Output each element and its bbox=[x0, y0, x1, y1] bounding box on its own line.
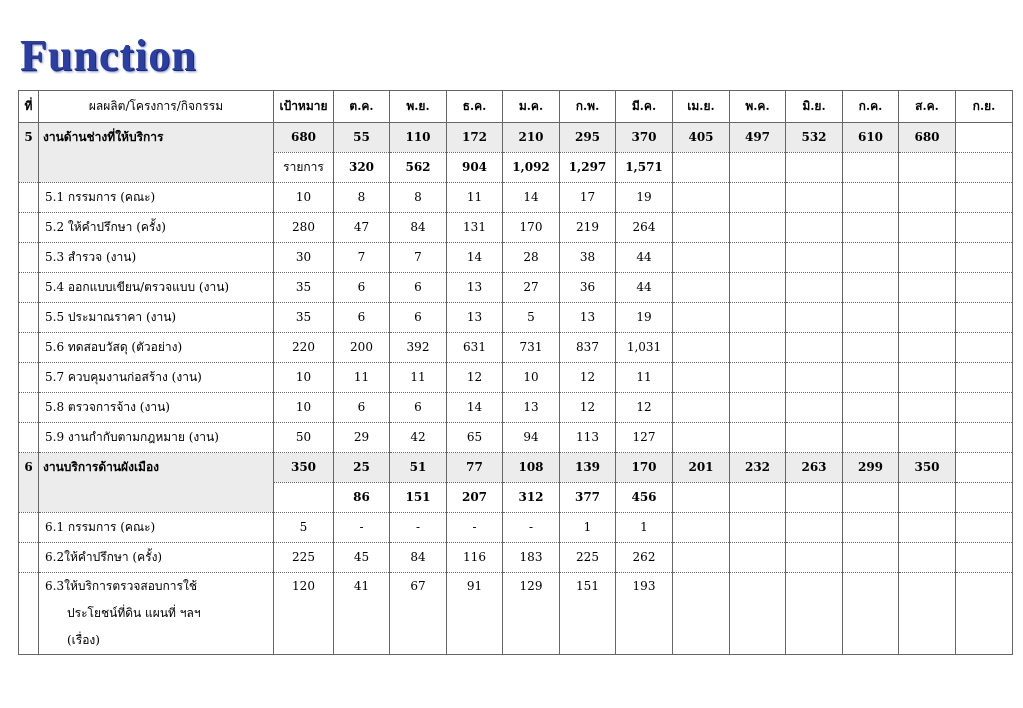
column-header: มี.ค. bbox=[616, 91, 673, 123]
month-value: 67 bbox=[390, 573, 447, 655]
month-value bbox=[956, 333, 1013, 363]
month-value: 42 bbox=[390, 423, 447, 453]
row-label-line: ประโยชน์ที่ดิน แผนที่ ฯลฯ bbox=[67, 606, 201, 620]
month-value: 12 bbox=[560, 393, 616, 423]
month-value: 295 bbox=[560, 123, 616, 153]
month-value: 6 bbox=[334, 303, 390, 333]
target-value: 30 bbox=[274, 243, 334, 273]
month-value bbox=[786, 243, 843, 273]
target-value: 680 bbox=[274, 123, 334, 153]
table-row bbox=[19, 573, 1013, 655]
month-value bbox=[843, 543, 899, 573]
month-value: 116 bbox=[447, 543, 503, 573]
month-value bbox=[843, 393, 899, 423]
row-number: 5 bbox=[19, 123, 39, 183]
table-row bbox=[19, 423, 1013, 453]
row-number bbox=[19, 333, 39, 363]
month-value bbox=[786, 183, 843, 213]
month-value: 7 bbox=[390, 243, 447, 273]
month-value: - bbox=[334, 513, 390, 543]
month-value bbox=[843, 213, 899, 243]
month-value bbox=[730, 423, 786, 453]
month-value bbox=[673, 363, 730, 393]
month-value: 170 bbox=[503, 213, 560, 243]
month-value: 11 bbox=[334, 363, 390, 393]
month-value bbox=[730, 513, 786, 543]
row-label: งานด้านช่างที่ให้บริการ bbox=[39, 123, 274, 183]
sub-month-value: 1,297 bbox=[560, 153, 616, 183]
column-header: ต.ค. bbox=[334, 91, 390, 123]
table-row bbox=[19, 273, 1013, 303]
target-value: 350 bbox=[274, 453, 334, 483]
month-value: 10 bbox=[503, 363, 560, 393]
target-value: 225 bbox=[274, 543, 334, 573]
month-value bbox=[673, 543, 730, 573]
month-value bbox=[899, 303, 956, 333]
sub-month-value bbox=[843, 153, 899, 183]
table-row bbox=[19, 213, 1013, 243]
month-value: 1,031 bbox=[616, 333, 673, 363]
month-value: 631 bbox=[447, 333, 503, 363]
row-label: 5.1 กรรมการ (คณะ) bbox=[39, 183, 274, 213]
month-value: 51 bbox=[390, 453, 447, 483]
row-number bbox=[19, 423, 39, 453]
table-header-row bbox=[19, 91, 1013, 123]
row-number bbox=[19, 213, 39, 243]
month-value bbox=[956, 393, 1013, 423]
month-value: 11 bbox=[447, 183, 503, 213]
month-value bbox=[786, 303, 843, 333]
month-value bbox=[899, 213, 956, 243]
month-value bbox=[956, 123, 1013, 153]
row-number bbox=[19, 243, 39, 273]
month-value bbox=[730, 393, 786, 423]
table-row bbox=[19, 513, 1013, 543]
month-value bbox=[730, 303, 786, 333]
column-header: ธ.ค. bbox=[447, 91, 503, 123]
sub-month-value: 320 bbox=[334, 153, 390, 183]
month-value bbox=[730, 573, 786, 655]
month-value bbox=[956, 513, 1013, 543]
month-value bbox=[673, 573, 730, 655]
sub-month-value: 562 bbox=[390, 153, 447, 183]
month-value bbox=[899, 183, 956, 213]
table-row bbox=[19, 333, 1013, 363]
month-value: 1 bbox=[560, 513, 616, 543]
row-label: 6.1 กรรมการ (คณะ) bbox=[39, 513, 274, 543]
month-value: 5 bbox=[503, 303, 560, 333]
month-value: 17 bbox=[560, 183, 616, 213]
column-header: ส.ค. bbox=[899, 91, 956, 123]
month-value bbox=[899, 273, 956, 303]
target-value: 50 bbox=[274, 423, 334, 453]
month-value bbox=[673, 273, 730, 303]
month-value: 47 bbox=[334, 213, 390, 243]
month-value: 55 bbox=[334, 123, 390, 153]
month-value: 731 bbox=[503, 333, 560, 363]
row-label-line: (เรื่อง) bbox=[67, 633, 100, 647]
month-value bbox=[843, 183, 899, 213]
target-value: 10 bbox=[274, 183, 334, 213]
row-label bbox=[39, 573, 274, 655]
sub-month-value: 1,571 bbox=[616, 153, 673, 183]
month-value bbox=[730, 543, 786, 573]
month-value: 532 bbox=[786, 123, 843, 153]
sub-month-value bbox=[956, 483, 1013, 513]
month-value: 6 bbox=[334, 393, 390, 423]
month-value: 263 bbox=[786, 453, 843, 483]
month-value: 8 bbox=[334, 183, 390, 213]
column-header: พ.ค. bbox=[730, 91, 786, 123]
month-value bbox=[899, 573, 956, 655]
sub-month-value: 377 bbox=[560, 483, 616, 513]
month-value bbox=[786, 333, 843, 363]
month-value: 14 bbox=[447, 243, 503, 273]
month-value: 14 bbox=[447, 393, 503, 423]
month-value: 45 bbox=[334, 543, 390, 573]
month-value bbox=[956, 453, 1013, 483]
month-value: 6 bbox=[334, 273, 390, 303]
column-header: พ.ย. bbox=[390, 91, 447, 123]
month-value: 139 bbox=[560, 453, 616, 483]
month-value: 170 bbox=[616, 453, 673, 483]
month-value: 183 bbox=[503, 543, 560, 573]
month-value: 36 bbox=[560, 273, 616, 303]
month-value bbox=[956, 213, 1013, 243]
target-value: 35 bbox=[274, 273, 334, 303]
month-value bbox=[956, 243, 1013, 273]
month-value bbox=[899, 423, 956, 453]
month-value: 350 bbox=[899, 453, 956, 483]
month-value: 837 bbox=[560, 333, 616, 363]
row-label: งานบริการด้านผังเมือง bbox=[39, 453, 274, 513]
table-row bbox=[19, 363, 1013, 393]
month-value bbox=[673, 243, 730, 273]
sub-month-value bbox=[730, 153, 786, 183]
sub-month-value: 456 bbox=[616, 483, 673, 513]
month-value bbox=[843, 573, 899, 655]
row-label: 5.2 ให้คำปรึกษา (ครั้ง) bbox=[39, 213, 274, 243]
month-value: 29 bbox=[334, 423, 390, 453]
column-header: ม.ค. bbox=[503, 91, 560, 123]
target-value: 10 bbox=[274, 393, 334, 423]
month-value: 65 bbox=[447, 423, 503, 453]
month-value bbox=[843, 333, 899, 363]
month-value: 680 bbox=[899, 123, 956, 153]
row-number: 6 bbox=[19, 453, 39, 513]
month-value: 94 bbox=[503, 423, 560, 453]
sub-month-value bbox=[786, 153, 843, 183]
row-number bbox=[19, 543, 39, 573]
month-value: 6 bbox=[390, 393, 447, 423]
target-value: 5 bbox=[274, 513, 334, 543]
month-value: 6 bbox=[390, 273, 447, 303]
month-value: 108 bbox=[503, 453, 560, 483]
month-value bbox=[786, 393, 843, 423]
month-value bbox=[786, 363, 843, 393]
month-value: 210 bbox=[503, 123, 560, 153]
target-value: 35 bbox=[274, 303, 334, 333]
month-value: 610 bbox=[843, 123, 899, 153]
month-value: 12 bbox=[560, 363, 616, 393]
month-value: 264 bbox=[616, 213, 673, 243]
group-row bbox=[19, 123, 1013, 153]
month-value bbox=[673, 333, 730, 363]
function-table bbox=[18, 90, 1013, 655]
month-value: - bbox=[503, 513, 560, 543]
table-row bbox=[19, 393, 1013, 423]
month-value: 299 bbox=[843, 453, 899, 483]
month-value: 77 bbox=[447, 453, 503, 483]
month-value: 219 bbox=[560, 213, 616, 243]
month-value: 497 bbox=[730, 123, 786, 153]
table-row bbox=[19, 303, 1013, 333]
month-value bbox=[899, 333, 956, 363]
month-value: 110 bbox=[390, 123, 447, 153]
month-value bbox=[730, 273, 786, 303]
month-value: 13 bbox=[447, 303, 503, 333]
month-value: 7 bbox=[334, 243, 390, 273]
month-value bbox=[786, 573, 843, 655]
group-row bbox=[19, 453, 1013, 483]
row-label: 6.2ให้คำปรึกษา (ครั้ง) bbox=[39, 543, 274, 573]
month-value: 201 bbox=[673, 453, 730, 483]
month-value: 19 bbox=[616, 183, 673, 213]
month-value bbox=[786, 213, 843, 243]
month-value bbox=[730, 333, 786, 363]
sub-month-value bbox=[899, 483, 956, 513]
row-label: 5.3 สำรวจ (งาน) bbox=[39, 243, 274, 273]
month-value: 27 bbox=[503, 273, 560, 303]
month-value bbox=[673, 213, 730, 243]
month-value: 44 bbox=[616, 243, 673, 273]
column-header: ที่ bbox=[19, 91, 39, 123]
month-value bbox=[786, 543, 843, 573]
month-value bbox=[843, 363, 899, 393]
row-label: 5.9 งานกำกับตามกฎหมาย (งาน) bbox=[39, 423, 274, 453]
month-value bbox=[899, 543, 956, 573]
month-value bbox=[673, 393, 730, 423]
column-header: เม.ย. bbox=[673, 91, 730, 123]
month-value bbox=[786, 273, 843, 303]
month-value bbox=[956, 573, 1013, 655]
month-value bbox=[843, 243, 899, 273]
month-value: 1 bbox=[616, 513, 673, 543]
month-value bbox=[730, 183, 786, 213]
row-label: 5.7 ควบคุมงานก่อสร้าง (งาน) bbox=[39, 363, 274, 393]
target-value: 120 bbox=[274, 573, 334, 655]
month-value: 392 bbox=[390, 333, 447, 363]
month-value: 129 bbox=[503, 573, 560, 655]
month-value bbox=[786, 423, 843, 453]
month-value: 13 bbox=[560, 303, 616, 333]
month-value: 91 bbox=[447, 573, 503, 655]
month-value: 28 bbox=[503, 243, 560, 273]
month-value: 12 bbox=[447, 363, 503, 393]
row-label: 5.8 ตรวจการจ้าง (งาน) bbox=[39, 393, 274, 423]
row-number bbox=[19, 513, 39, 543]
month-value bbox=[673, 303, 730, 333]
month-value: 13 bbox=[503, 393, 560, 423]
row-number bbox=[19, 303, 39, 333]
month-value: 38 bbox=[560, 243, 616, 273]
target-value: 10 bbox=[274, 363, 334, 393]
sub-month-value: 312 bbox=[503, 483, 560, 513]
table-row bbox=[19, 543, 1013, 573]
sub-month-value: 86 bbox=[334, 483, 390, 513]
row-label: 5.5 ประมาณราคา (งาน) bbox=[39, 303, 274, 333]
row-number bbox=[19, 393, 39, 423]
month-value bbox=[730, 363, 786, 393]
month-value bbox=[786, 513, 843, 543]
row-number bbox=[19, 363, 39, 393]
month-value: 13 bbox=[447, 273, 503, 303]
row-label: 5.6 ทดสอบวัสดุ (ตัวอย่าง) bbox=[39, 333, 274, 363]
column-header: ก.ค. bbox=[843, 91, 899, 123]
month-value: 172 bbox=[447, 123, 503, 153]
month-value: 193 bbox=[616, 573, 673, 655]
month-value: 84 bbox=[390, 543, 447, 573]
month-value: 44 bbox=[616, 273, 673, 303]
month-value bbox=[956, 423, 1013, 453]
month-value: 127 bbox=[616, 423, 673, 453]
month-value: 131 bbox=[447, 213, 503, 243]
month-value: 232 bbox=[730, 453, 786, 483]
month-value bbox=[730, 243, 786, 273]
month-value bbox=[843, 303, 899, 333]
month-value: - bbox=[390, 513, 447, 543]
sub-month-value bbox=[843, 483, 899, 513]
sub-target: รายการ bbox=[274, 153, 334, 183]
sub-month-value bbox=[899, 153, 956, 183]
month-value: 151 bbox=[560, 573, 616, 655]
month-value: 405 bbox=[673, 123, 730, 153]
row-label: 5.4 ออกแบบเขียน/ตรวจแบบ (งาน) bbox=[39, 273, 274, 303]
month-value bbox=[899, 513, 956, 543]
month-value bbox=[673, 183, 730, 213]
month-value: 41 bbox=[334, 573, 390, 655]
month-value bbox=[843, 273, 899, 303]
month-value bbox=[956, 543, 1013, 573]
month-value: 12 bbox=[616, 393, 673, 423]
month-value: 25 bbox=[334, 453, 390, 483]
table-row bbox=[19, 243, 1013, 273]
month-value bbox=[673, 423, 730, 453]
target-value: 280 bbox=[274, 213, 334, 243]
sub-month-value bbox=[673, 153, 730, 183]
page-title: Function bbox=[20, 31, 197, 80]
sub-month-value bbox=[786, 483, 843, 513]
table-row bbox=[19, 183, 1013, 213]
sub-month-value bbox=[956, 153, 1013, 183]
sub-month-value bbox=[730, 483, 786, 513]
month-value bbox=[899, 243, 956, 273]
sub-month-value: 904 bbox=[447, 153, 503, 183]
month-value bbox=[956, 273, 1013, 303]
column-header: ผลผลิต/โครงการ/กิจกรรม bbox=[39, 91, 274, 123]
month-value: 262 bbox=[616, 543, 673, 573]
month-value: 19 bbox=[616, 303, 673, 333]
column-header: มิ.ย. bbox=[786, 91, 843, 123]
row-number bbox=[19, 273, 39, 303]
month-value: 8 bbox=[390, 183, 447, 213]
month-value: - bbox=[447, 513, 503, 543]
month-value: 370 bbox=[616, 123, 673, 153]
sub-month-value: 207 bbox=[447, 483, 503, 513]
month-value: 11 bbox=[390, 363, 447, 393]
row-label-line: 6.3ให้บริการตรวจสอบการใช้ bbox=[45, 579, 197, 593]
month-value: 6 bbox=[390, 303, 447, 333]
sub-target bbox=[274, 483, 334, 513]
month-value bbox=[843, 423, 899, 453]
month-value: 113 bbox=[560, 423, 616, 453]
target-value: 220 bbox=[274, 333, 334, 363]
month-value: 84 bbox=[390, 213, 447, 243]
column-header: ก.พ. bbox=[560, 91, 616, 123]
month-value bbox=[673, 513, 730, 543]
column-header: ก.ย. bbox=[956, 91, 1013, 123]
sub-month-value: 1,092 bbox=[503, 153, 560, 183]
sub-month-value: 151 bbox=[390, 483, 447, 513]
month-value bbox=[899, 393, 956, 423]
month-value bbox=[956, 183, 1013, 213]
row-number bbox=[19, 573, 39, 655]
month-value bbox=[843, 513, 899, 543]
month-value: 11 bbox=[616, 363, 673, 393]
month-value: 225 bbox=[560, 543, 616, 573]
month-value bbox=[899, 363, 956, 393]
row-number bbox=[19, 183, 39, 213]
month-value bbox=[730, 213, 786, 243]
column-header: เป้าหมาย bbox=[274, 91, 334, 123]
month-value: 200 bbox=[334, 333, 390, 363]
month-value bbox=[956, 303, 1013, 333]
month-value bbox=[956, 363, 1013, 393]
sub-month-value bbox=[673, 483, 730, 513]
month-value: 14 bbox=[503, 183, 560, 213]
